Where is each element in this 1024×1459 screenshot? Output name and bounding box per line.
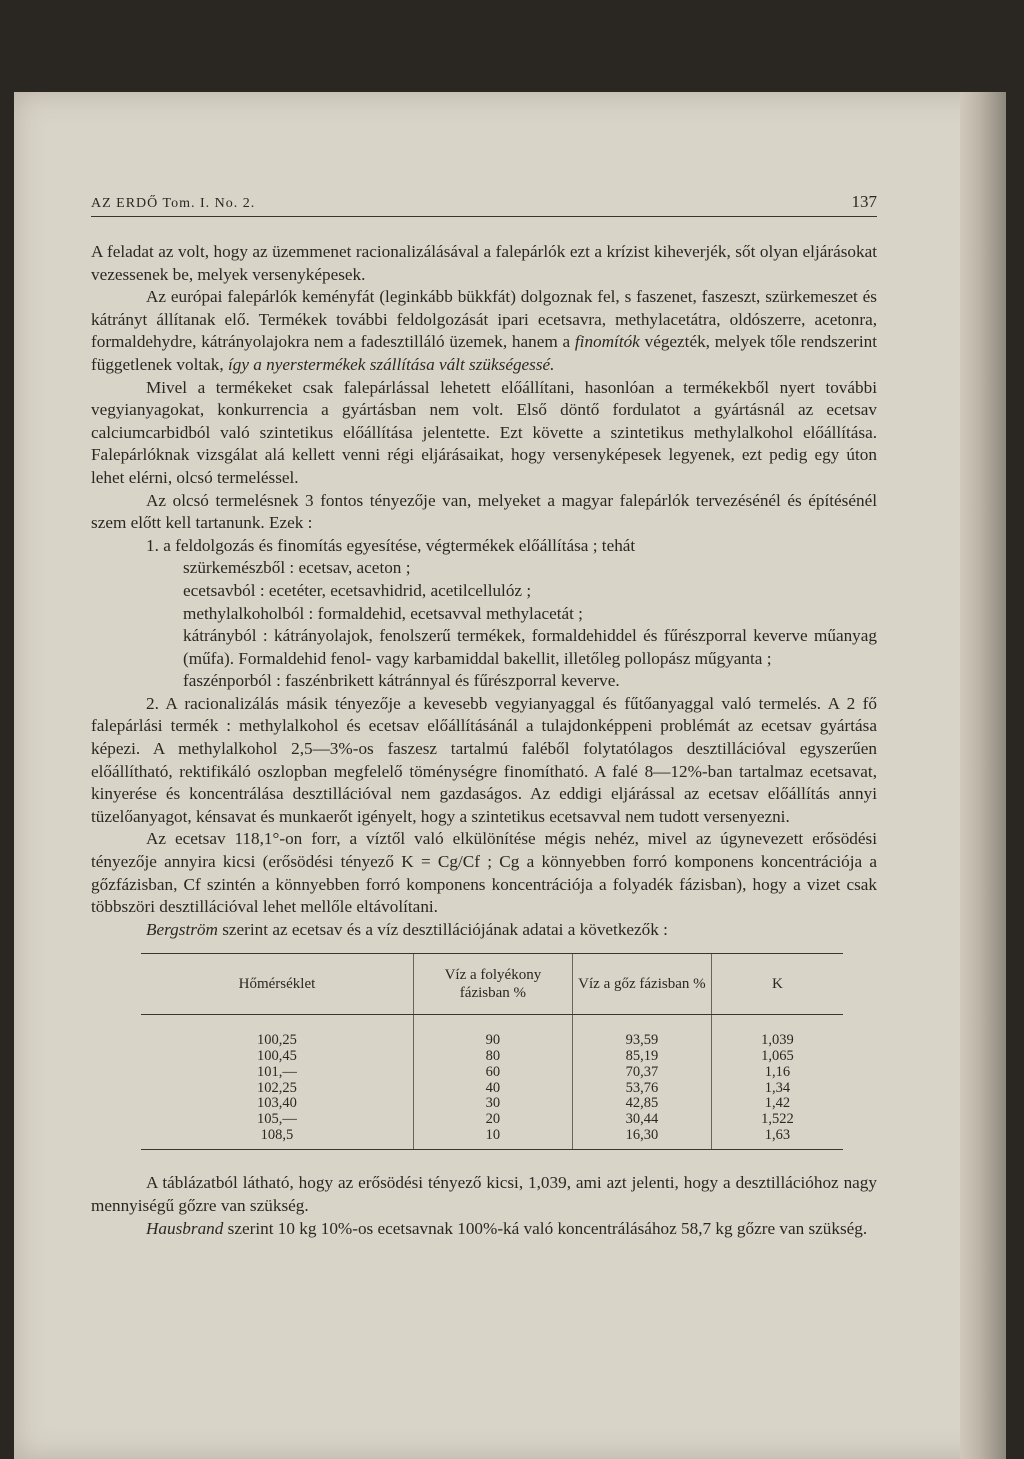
table-cell: 102,25	[257, 1079, 297, 1096]
paragraph-1: A feladat az volt, hogy az üzemmenet racionalizálásával a falepárlók ezt a krízist kiheverjék, sőt olyan eljárásokat vezessenek be, melyek versenyképesek.	[91, 242, 877, 284]
table-cell: 1,16	[711, 1065, 843, 1081]
paragraph-2-emph-a: finomítók	[574, 332, 640, 352]
book-page	[14, 92, 1006, 1459]
table-row	[141, 1065, 843, 1081]
running-head	[91, 192, 877, 217]
table-cell: 42,85	[572, 1096, 711, 1112]
table-cell: 1,34	[711, 1081, 843, 1097]
table-cell: 30	[413, 1096, 572, 1112]
list-item-1e: faszénporból : faszénbrikett kátránnyal és fűrészporral keverve.	[183, 671, 620, 691]
table-cell: 1,63	[711, 1128, 843, 1150]
table-cell: 1,039	[711, 1015, 843, 1049]
list-item-1c: methylalkoholból : formaldehid, ecetsavval methylacetát ;	[183, 603, 583, 623]
table-row	[141, 1015, 843, 1049]
table-cell: 80	[413, 1049, 572, 1065]
body-text	[91, 241, 877, 941]
header-liquid: Víz a folyékony fázisban %	[413, 954, 572, 1015]
header-temperature: Hőmérséklet	[141, 954, 413, 1015]
table-cell: 90	[413, 1015, 572, 1049]
header-k: K	[711, 954, 843, 1015]
table-cell: 100,45	[257, 1048, 297, 1065]
table-cell: 1,522	[711, 1112, 843, 1128]
table-cell: 30,44	[572, 1112, 711, 1128]
distillation-table	[141, 953, 843, 1150]
table-cell: 101,—	[257, 1063, 297, 1080]
table-cell: 1,42	[711, 1096, 843, 1112]
paragraph-8: A táblázatból látható, hogy az erősödési tényező kicsi, 1,039, ami azt jelenti, hogy a desztillációhoz nagy mennyiségű gőzre van szükség.	[91, 1173, 877, 1215]
table-row	[141, 1049, 843, 1065]
table-row	[141, 1081, 843, 1097]
table-row	[141, 1128, 843, 1150]
table-body	[141, 1015, 843, 1150]
author-bergstrom: Bergström	[146, 919, 218, 939]
list-item-1d: kátrányból : kátrányolajok, fenolszerű termékek, formaldehiddel és fűrészporral keverve műanyag (műfa). Formaldehid fenol- vagy karbamiddal bakellit, illetőleg pollopász műgyanta ;	[183, 626, 877, 668]
paragraph-9	[91, 1218, 877, 1241]
list-item-1b: ecetsavból : ecetéter, ecetsavhidrid, acetilcellulóz ;	[183, 580, 532, 600]
table-cell: 10	[413, 1128, 572, 1150]
factor-list	[91, 535, 877, 693]
table-row	[141, 1096, 843, 1112]
table-cell: 40	[413, 1081, 572, 1097]
paragraph-9-text: szerint 10 kg 10%-os ecetsavnak 100%-ká való koncentrálásához 58,7 kg gőzre van szükség.	[223, 1218, 868, 1238]
table-cell: 60	[413, 1065, 572, 1081]
table-header-row	[141, 954, 843, 1015]
list-item-1: 1. a feldolgozás és finomítás egyesítése, végtermékek előállítása ; tehát	[146, 535, 636, 555]
paragraph-6: Az ecetsav 118,1°-on forr, a víztől való elkülönítése mégis nehéz, mivel az úgynevezett erősödési tényezője annyira kicsi (erősödési tényező K = Cg/Cf ; Cg a könnyebben forró komponens koncentrációja a gőzfázisban, Cf szintén a könnyebben forró komponens koncentrációja a folyadék fázisban), hogy a vizet csak többszöri desztillációval lehet mellőle eltávolítani.	[91, 829, 877, 917]
paragraph-2-text-a: Az európai falepárlók keményfát (leginkább bükkfát) dolgoznak fel, s faszenet, faszeszt, szürkemeszet és kátrányt állítanak elő. Termékek további feldolgozását ipari ecetsavra, methylacetátra, oldószerre, acetonra, formaldehydre, kátrányolajokra nem a fadesztilláló üzemek, hanem a	[91, 287, 877, 352]
table-cell: 70,37	[572, 1065, 711, 1081]
paragraph-2	[91, 286, 877, 376]
table-cell: 105,—	[257, 1110, 297, 1127]
table-cell: 16,30	[572, 1128, 711, 1150]
paragraph-2-emph-b: így a nyerstermékek szállítása vált szükségessé.	[227, 354, 555, 374]
journal-title: AZ ERDŐ Tom. I. No. 2.	[91, 196, 256, 211]
page-content	[91, 192, 877, 1240]
table-cell: 53,76	[572, 1081, 711, 1097]
table-cell: 108,5	[141, 1128, 413, 1150]
paragraph-7	[91, 919, 877, 942]
table-cell: 1,065	[711, 1049, 843, 1065]
author-hausbrand: Hausbrand	[146, 1218, 224, 1238]
page-edge	[960, 92, 1006, 1459]
table-cell: 93,59	[572, 1015, 711, 1049]
header-vapor: Víz a gőz fázisban %	[572, 954, 711, 1015]
list-item-1a: szürkemészből : ecetsav, aceton ;	[183, 558, 411, 578]
page-number: 137	[851, 192, 877, 211]
paragraph-3: Mivel a termékeket csak falepárlással lehetett előállítani, hasonlóan a termékekből nyert további vegyianyagokat, konkurrencia a gyártásban nem volt. Első döntő fordulatot a gyártásnál az ecetsav calciumcarbidból való szintetikus előállítása jelentette. Ezt követte a szintetikus methylalkohol előállítása. Falepárlóknak vizsgálat alá kellett venni régi eljárásaikat, hogy versenyképesek legyenek, ezt pedig egy úton lehet elérni, olcsó termeléssel.	[91, 377, 877, 487]
table-row	[141, 1112, 843, 1128]
table-cell: 100,25	[257, 1032, 297, 1049]
paragraph-5: 2. A racionalizálás másik tényezője a kevesebb vegyianyaggal és fűtőanyaggal való termelés. A 2 fő falepárlási termék : methylalkohol és ecetsav előállításánál a tulajdonképpeni problémát az ecetsav gyártása képezi. A methylalkohol 2,5—3%-os faszesz tartalmú faléből folytatólagos desztillációval egyszerűen előállítható, rektifikáló oszlopban megfelelő töménységre finomítható. A falé 8—12%-ban tartalmaz ecetsavat, kinyerése és koncentrálása desztillációval nem gazdaságos. Az eddigi eljárással az ecetsav előállítás annyi tüzelőanyagot, kénsavat és munkaerőt igényelt, hogy a szintetikus ecetsavval nem tudott versenyezni.	[91, 693, 877, 826]
table-cell: 85,19	[572, 1049, 711, 1065]
paragraph-7-text: szerint az ecetsav és a víz desztillációjának adatai a következők :	[217, 919, 668, 939]
table-cell: 20	[413, 1112, 572, 1128]
body-text-after-table	[91, 1172, 877, 1240]
paragraph-4: Az olcsó termelésnek 3 fontos tényezője van, melyeket a magyar falepárlók tervezésénél és építésénél szem előtt kell tartanunk. Ezek :	[91, 490, 877, 533]
paragraph-2-text-b: végezték, melyek tőle rendszerint függetlenek voltak,	[91, 332, 877, 374]
table-cell: 103,40	[257, 1095, 297, 1112]
